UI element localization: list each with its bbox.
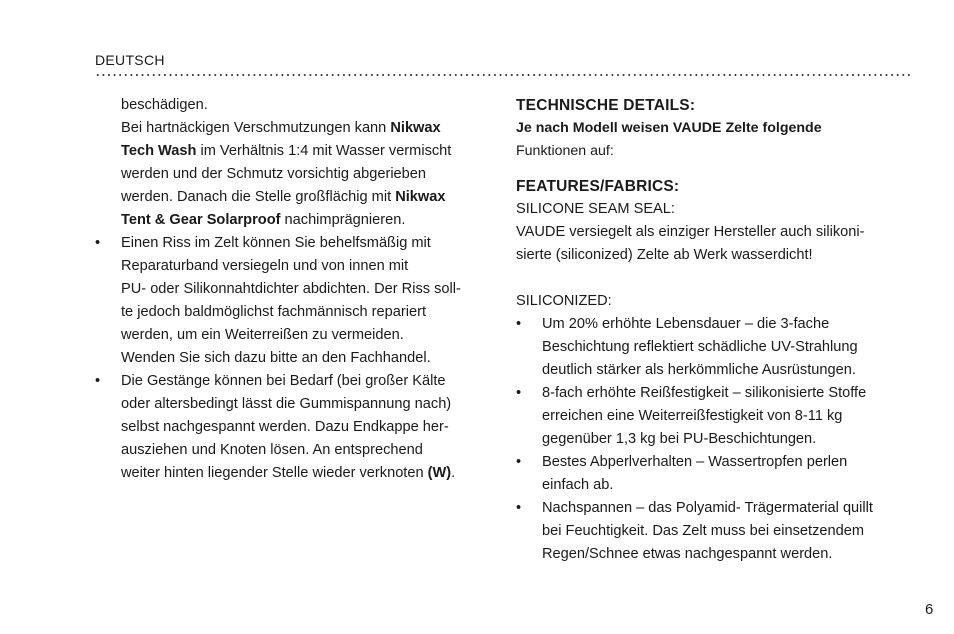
text-line: Nachspannen – das Polyamid- Trägermaterial quillt: [542, 500, 873, 516]
text-line: Die Gestänge können bei Bedarf (bei großer Kälte: [121, 373, 446, 389]
bullet-marker: •: [516, 500, 522, 516]
text-line: VAUDE versiegelt als einziger Hersteller auch silikoni-: [516, 224, 865, 240]
text-line: werden. Danach die Stelle großflächig mit Nikwax: [121, 189, 446, 205]
text-line: Bei hartnäckigen Verschmutzungen kann Nikwax: [121, 120, 441, 136]
text-line: Tech Wash im Verhältnis 1:4 mit Wasser vermischt: [121, 143, 452, 159]
product-name: Nikwax: [395, 189, 446, 205]
section-language-label: DEUTSCH: [95, 52, 165, 68]
text-line: sierte (siliconized) Zelte ab Werk wasserdicht!: [516, 247, 813, 263]
list-item: [516, 451, 916, 497]
text-line: selbst nachgespannt werden. Dazu Endkappe her-: [121, 419, 449, 435]
text-line: werden und der Schmutz vorsichtig abgerieben: [121, 166, 427, 182]
features-heading: FEATURES/FABRICS:: [516, 178, 680, 195]
text-line: Bestes Abperlverhalten – Wassertropfen perlen: [542, 454, 848, 470]
text-line: Reparaturband versiegeln und von innen mit: [121, 258, 409, 274]
technical-details-heading: TECHNISCHE DETAILS:: [516, 97, 696, 114]
list-item: [95, 370, 500, 485]
text-line: weiter hinten liegender Stelle wieder verknoten (W).: [121, 465, 456, 481]
product-name: Tech Wash: [121, 143, 197, 159]
product-name: Nikwax: [390, 120, 441, 136]
page-number: 6: [925, 601, 934, 618]
text-line: te jedoch baldmöglichst fachmännisch repariert: [121, 304, 427, 320]
dotted-divider: [95, 74, 911, 76]
text-line: 8-fach erhöhte Reißfestigkeit – silikonisierte Stoffe: [542, 385, 867, 401]
figure-reference: (W): [427, 465, 452, 481]
text-line: einfach ab.: [542, 477, 614, 493]
right-column: [516, 94, 916, 566]
list-item: [516, 313, 916, 382]
product-name: Tent & Gear Solarproof: [121, 212, 281, 228]
text-line: Wenden Sie sich dazu bitte an den Fachhandel.: [121, 350, 431, 366]
text-line: Beschichtung reflektiert schädliche UV-Strahlung: [542, 339, 858, 355]
text-line: PU- oder Silikonnahtdichter abdichten. Der Riss soll-: [121, 281, 461, 297]
text-line: Um 20% erhöhte Lebensdauer – die 3-fache: [542, 316, 830, 332]
intro-paragraph: [95, 94, 500, 232]
list-item: [95, 232, 500, 370]
text-line: bei Feuchtigkeit. Das Zelt muss bei einsetzendem: [542, 523, 865, 539]
subheading: SILICONE SEAM SEAL:: [516, 201, 675, 217]
text-line: Tent & Gear Solarproof nachimprägnieren.: [121, 212, 406, 228]
text-line: Regen/Schnee etwas nachgespannt werden.: [542, 546, 833, 562]
text-line: werden, um ein Weiterreißen zu vermeiden.: [121, 327, 404, 343]
bullet-marker: •: [516, 454, 522, 470]
text-line: erreichen eine Weiterreißfestigkeit von 8-11 kg: [542, 408, 843, 424]
bullet-marker: •: [95, 235, 101, 251]
bullet-marker: •: [95, 373, 101, 389]
bullet-marker: •: [516, 385, 522, 401]
list-item: [516, 382, 916, 451]
text-line: beschädigen.: [121, 97, 208, 113]
text-line: Einen Riss im Zelt können Sie behelfsmäßig mit: [121, 235, 431, 251]
text-line: ausziehen und Knoten lösen. An entsprechend: [121, 442, 423, 458]
bullet-marker: •: [516, 316, 522, 332]
text-line: Je nach Modell weisen VAUDE Zelte folgende: [516, 120, 822, 136]
text-line: Funktionen auf:: [516, 143, 614, 159]
text-line: deutlich stärker als herkömmliche Ausrüstungen.: [542, 362, 856, 378]
left-column: [95, 94, 500, 485]
list-item: [516, 497, 916, 566]
text-line: gegenüber 1,3 kg bei PU-Beschichtungen.: [542, 431, 817, 447]
subheading: SILICONIZED:: [516, 293, 612, 309]
text-line: oder altersbedingt lässt die Gummispannung nach): [121, 396, 452, 412]
